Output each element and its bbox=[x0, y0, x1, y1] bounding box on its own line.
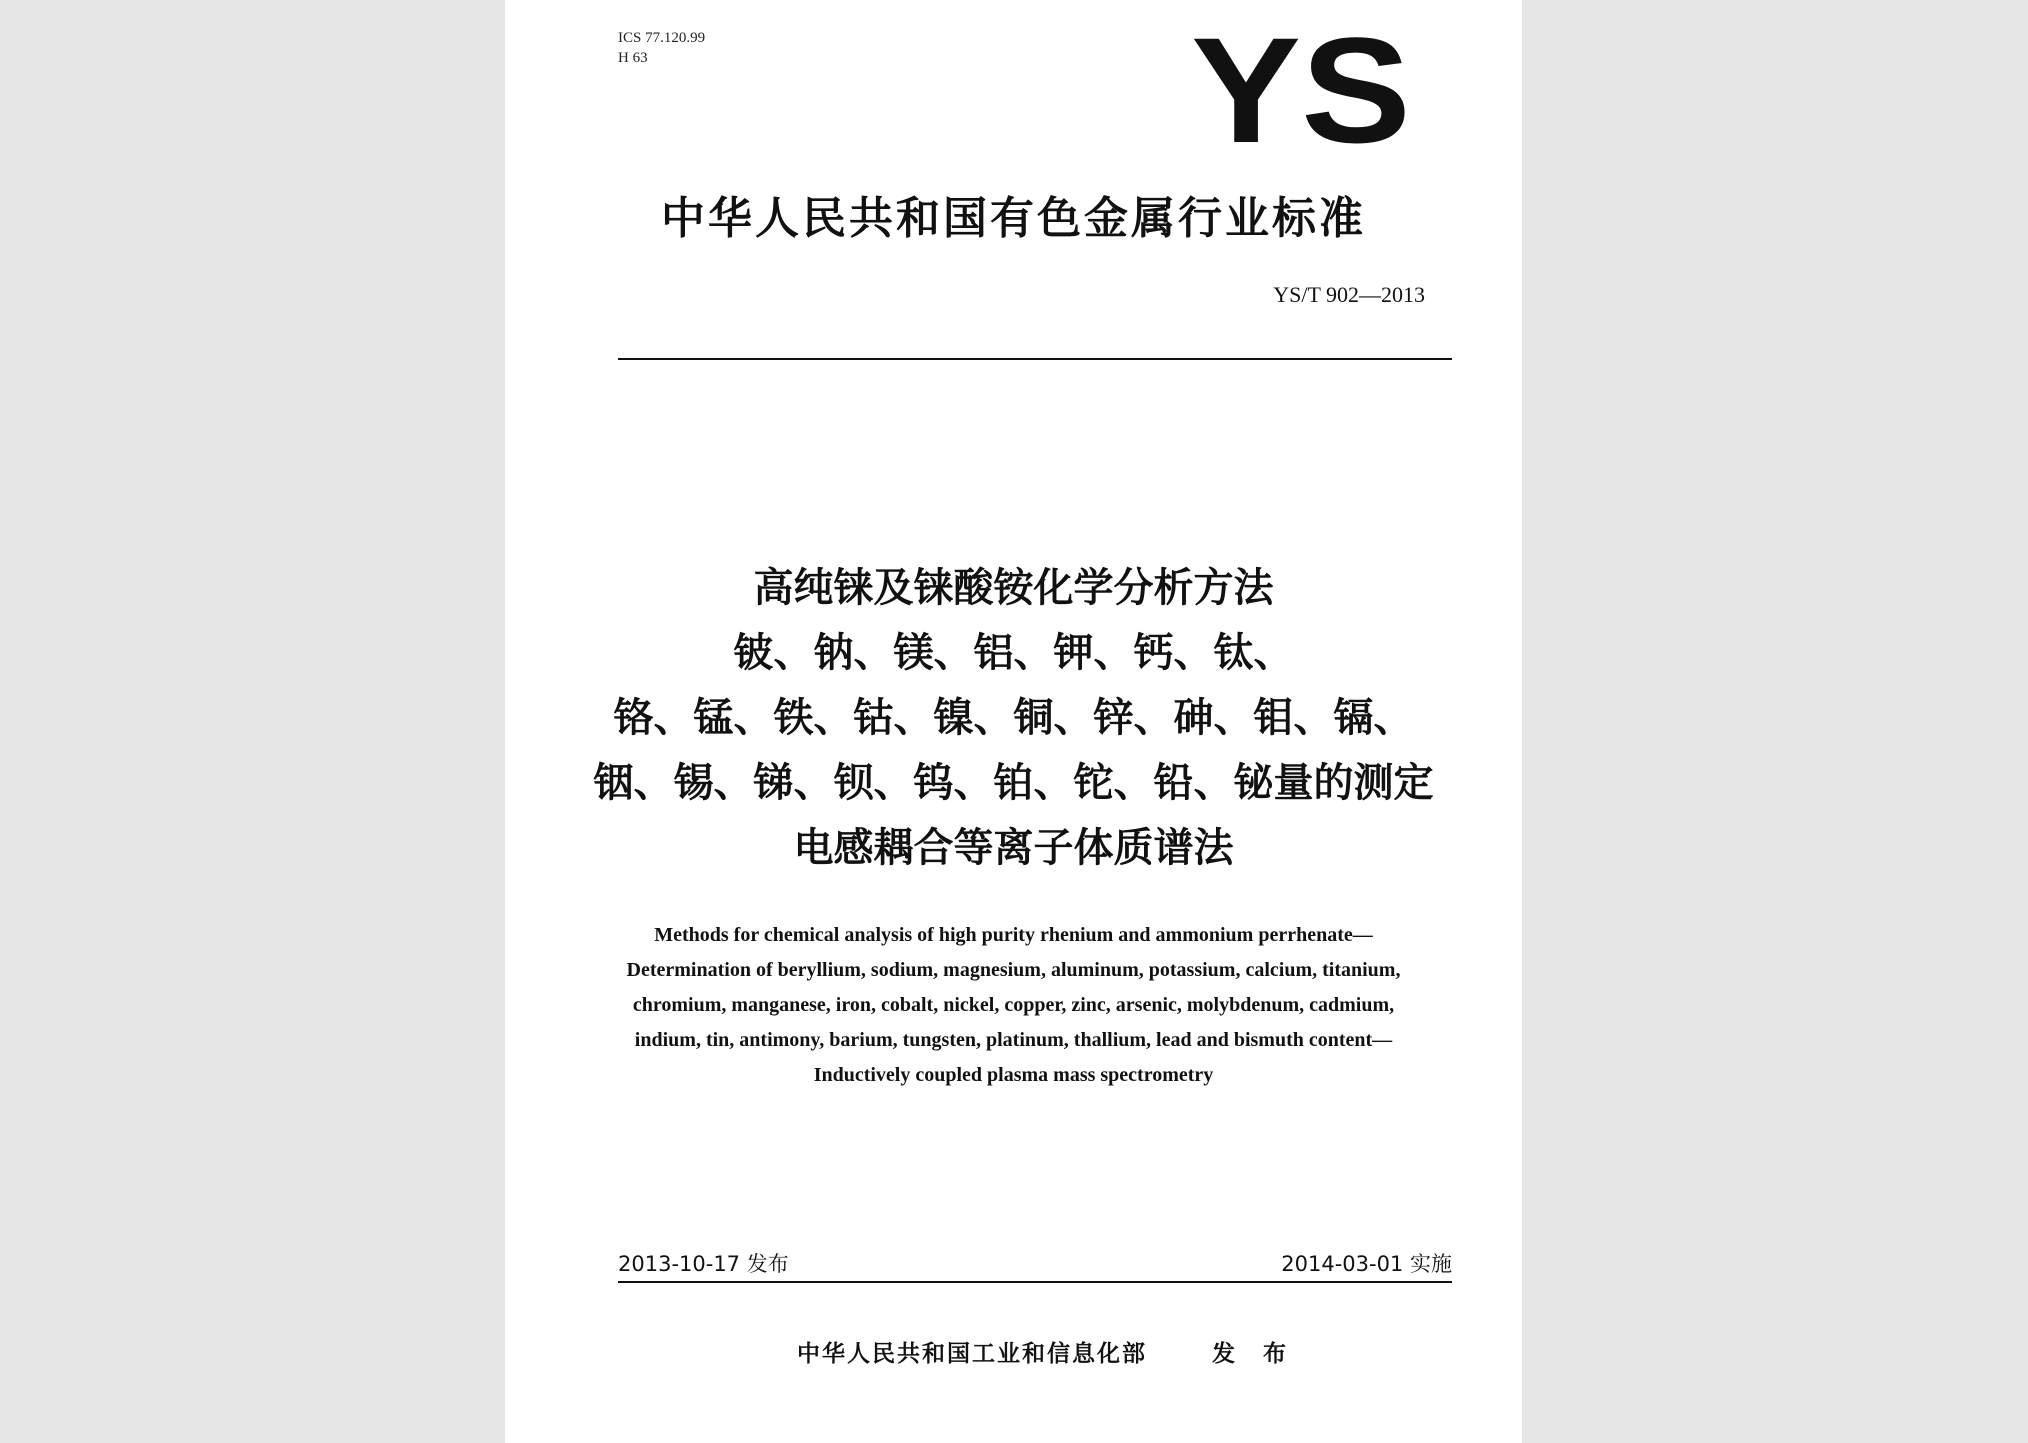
issuing-action: 发 布 bbox=[1212, 1341, 1297, 1367]
issuing-authority: 中华人民共和国工业和信息化部 bbox=[797, 1341, 1147, 1367]
header-divider bbox=[618, 358, 1452, 360]
english-title-line: Inductively coupled plasma mass spectrometry bbox=[813, 1064, 1214, 1086]
english-title-line: chromium, manganese, iron, cobalt, nickel, copper, zinc, arsenic, molybdenum, cadmium, bbox=[632, 994, 1395, 1016]
english-title-line: Methods for chemical analysis of high purity rhenium and ammonium perrhenate— bbox=[654, 924, 1373, 946]
english-title-line: Determination of beryllium, sodium, magnesium, aluminum, potassium, calcium, titanium, bbox=[626, 959, 1401, 981]
chinese-title-line: 高纯铼及铼酸铵化学分析方法 bbox=[753, 565, 1274, 611]
ics-code: ICS 77.120.99 bbox=[618, 30, 706, 46]
chinese-title-line: 铬、锰、铁、钴、镍、铜、锌、砷、钼、镉、 bbox=[613, 695, 1414, 741]
chinese-title-line: 电感耦合等离子体质谱法 bbox=[793, 825, 1234, 871]
chinese-title-line: 铟、锡、锑、钡、钨、铂、铊、铅、铋量的测定 bbox=[593, 760, 1434, 806]
english-title-line: indium, tin, antimony, barium, tungsten, platinum, thallium, lead and bismuth content— bbox=[634, 1029, 1393, 1051]
industry-standard-title: 中华人民共和国有色金属行业标准 bbox=[661, 193, 1366, 244]
document-page bbox=[505, 0, 1522, 1443]
english-title bbox=[505, 918, 1522, 1093]
ys-logo bbox=[1189, 28, 1413, 150]
ys-logo-text: YS bbox=[1191, 28, 1411, 150]
footer-divider bbox=[618, 1281, 1452, 1283]
classification-codes bbox=[618, 28, 705, 68]
chinese-title bbox=[505, 556, 1522, 881]
issue-date: 2013-10-17 发布 bbox=[618, 1252, 789, 1276]
chinese-title-line: 铍、钠、镁、铝、钾、钙、钛、 bbox=[733, 630, 1294, 676]
standard-number: YS/T 902—2013 bbox=[1273, 282, 1425, 307]
implementation-date: 2014-03-01 实施 bbox=[1281, 1252, 1452, 1276]
ccs-code: H 63 bbox=[618, 50, 648, 66]
